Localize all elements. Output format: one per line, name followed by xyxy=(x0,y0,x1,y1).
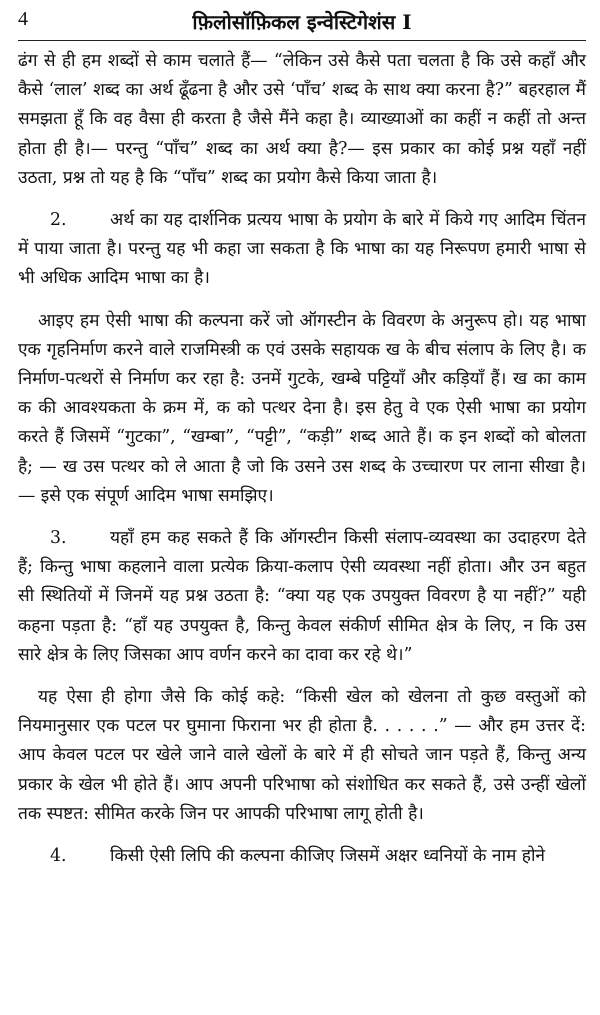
paragraph-text: यहाँ हम कह सकते हैं कि ऑगस्टीन किसी संलाप-व्यवस्था का उदाहरण देते हैं; किन्तु भाषा कहलाने वाला प्रत्येक क्रिया-कलाप ऐसी व्यवस्था नहीं होता। और उन बहुत सी स्थितियों में जिनमें यह प्रश्न उठता है: “क्या यह एक उपयुक्त विवरण है या नहीं?” यही कहना पड़ता है: “हाँ यह उपयुक्त है, किन्तु केवल संकीर्ण सीमित क्षेत्र के लिए, न कि उस सारे क्षेत्र के लिए जिसका आप वर्णन करने का दावा कर रहे थे।” xyxy=(18,528,586,665)
running-title: फ़िलोसॉफ़िकल इन्वेस्टिगेशंस I xyxy=(192,10,412,34)
page-header xyxy=(18,0,586,41)
paragraph-text: ढंग से ही हम शब्दों से काम चलाते हैं— “लेकिन उसे कैसे पता चलता है कि उसे कहाँ और कैसे ‘लाल’ शब्द का अर्थ ढूँढना है और उसे ‘पाँच’ शब्द के साथ क्या करना है?” बहरहाल मैं समझता हूँ कि वह वैसा ही करता है जैसे मैंने कहा है। व्याख्याओं का कहीं न कहीं तो अन्त होता ही है।— परन्तु “पाँच” शब्द का अर्थ क्या है?— इस प्रकार का कोई प्रश्न यहाँ नहीं उठता, प्रश्न तो यह है कि “पाँच” शब्द का प्रयोग कैसे किया जाता है। xyxy=(18,51,586,188)
numbered-paragraph xyxy=(18,206,586,294)
numbered-paragraph xyxy=(18,842,586,871)
paragraph-text: आइए हम ऐसी भाषा की कल्पना करें जो ऑगस्टीन के विवरण के अनुरूप हो। यह भाषा एक गृहनिर्माण करने वाले राजमिस्त्री क एवं उसके सहायक ख के बीच संलाप के लिए है। क निर्माण-पत्थरों से निर्माण कर रहा है: उनमें गुटके, खम्बे पट्टियाँ और कड़ियाँ हैं। ख का काम क की आवश्यकता के क्रम में, क को पत्थर देना है। इस हेतु वे एक ऐसी भाषा का प्रयोग करते हैं जिसमें “गुटका”, “खम्बा”, “पट्टी”, “कड़ी” शब्द आते हैं। क इन शब्दों को बोलता है; — ख उस पत्थर को ले आता है जो कि उसने उस शब्द के उच्चारण पर लाना सीखा है। — इसे एक संपूर्ण आदिम भाषा समझिए। xyxy=(18,310,586,506)
page-number: 4 xyxy=(18,8,28,30)
page-body xyxy=(18,41,586,871)
section-number: 3. xyxy=(50,528,67,549)
paragraph-text: अर्थ का यह दार्शनिक प्रत्यय भाषा के प्रयोग के बारे में किये गए आदिम चिंतन में पाया जाता है। परन्तु यह भी कहा जा सकता है कि भाषा का यह निरूपण हमारी भाषा से भी अधिक आदिम भाषा का है। xyxy=(18,210,586,289)
section-number: 2. xyxy=(50,210,67,231)
numbered-paragraph xyxy=(18,524,586,670)
paragraph xyxy=(18,683,586,829)
paragraph xyxy=(18,307,586,511)
section-number: 4. xyxy=(50,846,67,867)
paragraph-text: किसी ऐसी लिपि की कल्पना कीजिए जिसमें अक्षर ध्वनियों के नाम होने xyxy=(110,846,546,867)
paragraph xyxy=(18,47,586,193)
paragraph-text: यह ऐसा ही होगा जैसे कि कोई कहे: “किसी खेल को खेलना तो कुछ वस्तुओं को नियमानुसार एक पटल पर घुमाना फिराना भर ही होता है. . . . . .” — और हम उत्तर दें: आप केवल पटल पर खेले जाने वाले खेलों के बारे में ही सोचते जान पड़ते हैं, किन्तु अन्य प्रकार के खेल भी होते हैं। आप अपनी परिभाषा को संशोधित कर सकते हैं, उसे उन्हीं खेलों तक स्पष्टत: सीमित करके जिन पर आपकी परिभाषा लागू होती है। xyxy=(18,687,586,824)
